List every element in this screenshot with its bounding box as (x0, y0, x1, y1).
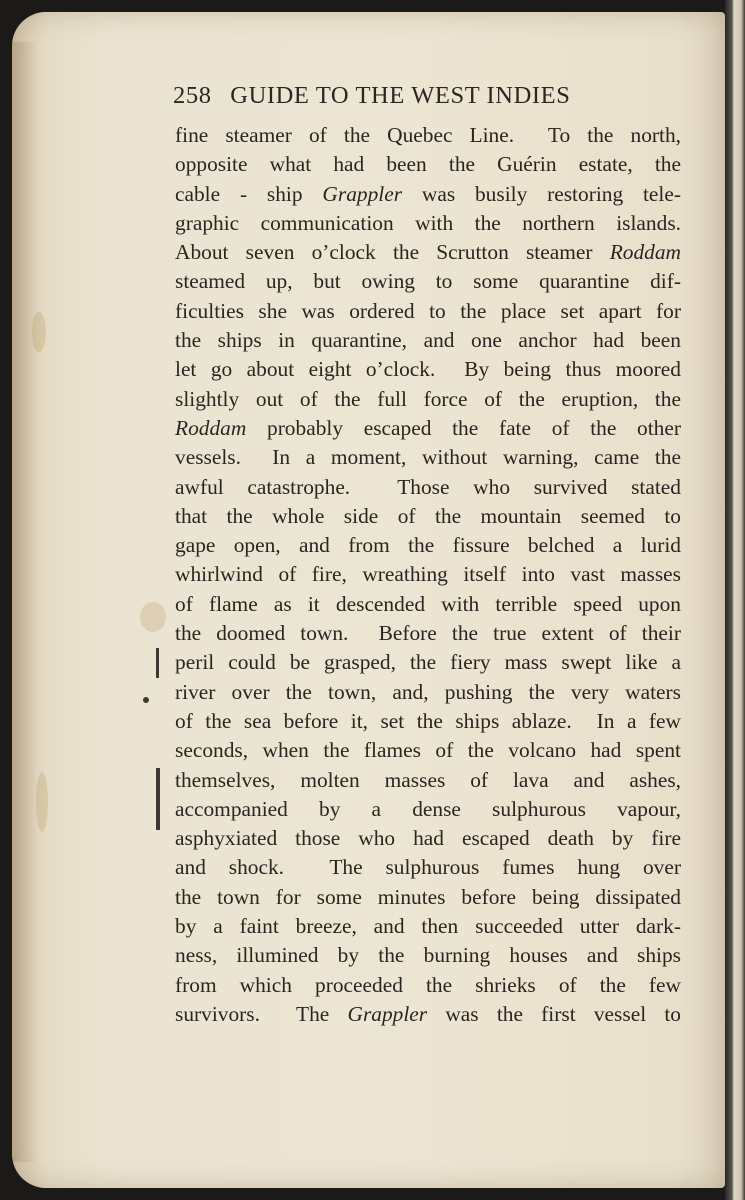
text-segment: ness, illumined by the burning houses and ships (175, 943, 681, 968)
margin-pencil-mark (156, 648, 159, 678)
text-segment: graphic communication with the northern islands. (175, 210, 681, 235)
text-line (175, 443, 681, 472)
text-line (175, 326, 681, 355)
text-line (175, 121, 681, 150)
text-line (175, 180, 681, 209)
text-line (175, 560, 681, 589)
text-line (175, 1000, 681, 1029)
text-segment: peril could be grasped, the fiery mass swept like a (175, 650, 681, 675)
text-line (175, 971, 681, 1000)
text-segment: that the whole side of the mountain seemed to (175, 503, 681, 528)
text-line (175, 502, 681, 531)
text-segment: About seven o’clock the Scrutton steamer (175, 240, 610, 265)
text-segment: accompanied by a dense sulphurous vapour, (175, 796, 681, 821)
italic-ship-name: Grappler (322, 181, 403, 206)
text-segment: survivors. The (175, 1001, 348, 1026)
text-segment: the doomed town. Before the true extent of their (175, 621, 681, 646)
text-line (175, 619, 681, 648)
text-segment: the ships in quarantine, and one anchor had been (175, 328, 681, 353)
text-line (175, 267, 681, 296)
running-header (173, 82, 673, 116)
margin-pencil-mark (156, 768, 160, 830)
text-line (175, 648, 681, 677)
text-line (175, 531, 681, 560)
text-line (175, 766, 681, 795)
text-line (175, 912, 681, 941)
running-title: GUIDE TO THE WEST INDIES (230, 82, 571, 109)
text-segment: was busily restoring tele- (402, 181, 681, 206)
text-segment: and shock. The sulphurous fumes hung over (175, 855, 681, 880)
text-segment: of flame as it descended with terrible speed upon (175, 591, 681, 616)
text-segment: cable - ship (175, 181, 323, 206)
spine-stain (12, 42, 38, 1162)
text-segment: asphyxiated those who had escaped death by fire (175, 826, 681, 851)
text-segment: fine steamer of the Quebec Line. To the north, (175, 123, 681, 147)
italic-ship-name: Roddam (609, 240, 681, 265)
text-segment: whirlwind of fire, wreathing itself into vast masses (175, 562, 681, 587)
next-page-edge (725, 0, 745, 1200)
body-text (175, 121, 681, 1029)
text-segment: themselves, molten masses of lava and ashes, (175, 767, 681, 792)
text-segment: was the first vessel to (427, 1001, 681, 1026)
text-line (175, 297, 681, 326)
page-number: 258 (173, 82, 212, 109)
text-line (175, 941, 681, 970)
text-line (175, 414, 681, 443)
text-line (175, 736, 681, 765)
italic-ship-name: Grappler (347, 1001, 428, 1026)
foxing-spot (140, 602, 166, 632)
margin-pencil-dot (143, 697, 149, 703)
text-line (175, 355, 681, 384)
foxing-spot (36, 772, 48, 832)
text-segment: ficulties she was ordered to the place set apart for (175, 298, 681, 323)
text-segment: river over the town, and, pushing the very waters (175, 679, 681, 704)
foxing-spot (32, 312, 46, 352)
text-line (175, 209, 681, 238)
text-segment: let go about eight o’clock. By being thus moored (175, 357, 681, 382)
text-segment: by a faint breeze, and then succeeded utter dark- (175, 914, 681, 939)
text-segment: gape open, and from the fissure belched a lurid (175, 533, 681, 558)
text-segment: from which proceeded the shrieks of the few (175, 972, 681, 997)
text-segment: seconds, when the flames of the volcano had spent (175, 738, 681, 763)
text-line (175, 824, 681, 853)
text-segment: probably escaped the fate of the other (246, 415, 681, 440)
text-segment: vessels. In a moment, without warning, came the (175, 445, 681, 470)
text-line (175, 590, 681, 619)
text-segment: slightly out of the full force of the eruption, the (175, 386, 681, 411)
text-segment: the town for some minutes before being dissipated (175, 884, 681, 909)
italic-ship-name: Roddam (175, 415, 247, 440)
text-line (175, 853, 681, 882)
text-line (175, 678, 681, 707)
text-segment: steamed up, but owing to some quarantine dif- (175, 269, 681, 294)
text-line (175, 883, 681, 912)
text-line (175, 795, 681, 824)
text-line (175, 150, 681, 179)
text-line (175, 707, 681, 736)
text-line (175, 473, 681, 502)
text-line (175, 385, 681, 414)
text-segment: opposite what had been the Guérin estate, the (175, 152, 681, 177)
text-line (175, 238, 681, 267)
text-segment: awful catastrophe. Those who survived stated (175, 474, 681, 499)
text-segment: of the sea before it, set the ships ablaze. In a few (175, 708, 681, 733)
